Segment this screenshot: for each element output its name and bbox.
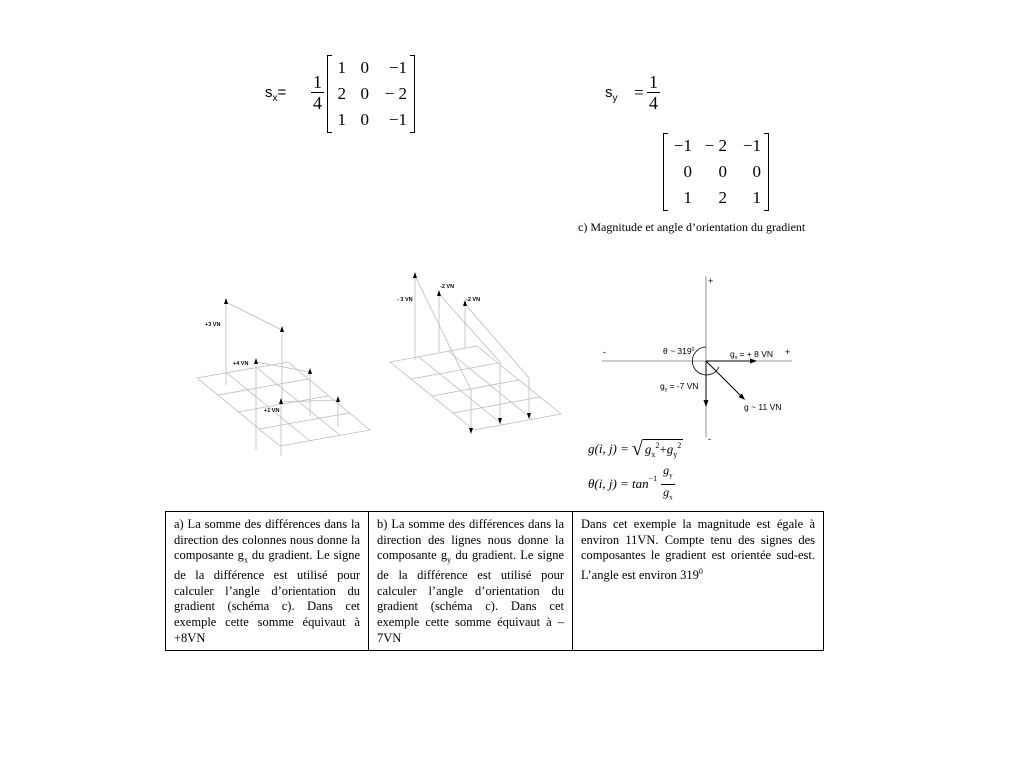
sx-subscript: x — [272, 93, 278, 104]
sy-cell: −1 — [742, 136, 761, 155]
sy-row-2 — [664, 159, 768, 185]
gx-term: g — [644, 440, 652, 456]
sy-frac-numerator: 1 — [649, 72, 658, 92]
angle-formula — [588, 463, 675, 502]
angle-sup: −1 — [648, 474, 658, 483]
diagram-c-arrowheads — [704, 359, 758, 408]
sx-cell: 0 — [360, 84, 369, 103]
sx-row-3 — [328, 107, 414, 133]
diagram-c-theta-label: θ ~ $319^0$ — [663, 346, 695, 356]
gy-term: g — [666, 440, 674, 456]
diagram-b-row-differences — [385, 270, 565, 450]
description-table — [165, 511, 824, 651]
diagram-c-minus-left: - — [603, 347, 606, 357]
sx-equals: = — [277, 84, 287, 101]
magnitude-formula — [588, 436, 683, 462]
sx-row-1 — [328, 55, 414, 81]
diagram-b-label-minus2vn-a: -2 VN — [440, 284, 455, 290]
sx-fraction — [311, 72, 324, 113]
sx-cell: 0 — [360, 58, 369, 77]
diagram-c-gy-label: $g_y = -7$ VN — [660, 381, 699, 393]
sy-cell: 0 — [752, 162, 761, 181]
diagram-a-stems — [226, 302, 338, 456]
cell-c-description: Dans cet exemple la magnitude est égale à environ 11VN. Compte tenu des signes des composantes le gradient est orientée sud-est. L’angle est environ $319^0$ — [573, 512, 824, 651]
magnitude-lhs: g(i, j) = — [588, 441, 629, 456]
sy-equals: = — [634, 83, 644, 102]
sx-cell: −1 — [388, 110, 407, 129]
sx-cell: 0 — [360, 110, 369, 129]
sy-cell: 2 — [718, 188, 727, 207]
sy-cell: 0 — [683, 162, 692, 181]
sy-cell: 1 — [683, 188, 692, 207]
sx-matrix — [327, 55, 415, 133]
diagram-b-grid — [390, 346, 561, 430]
sy-row-3 — [664, 185, 768, 211]
diagram-c-minus-bottom: - — [708, 434, 711, 444]
cell-a-description: a) La somme des différences dans la direction des colonnes nous donne la composante $g_x$ du gradient. Le signe de la différence est utilisé pour calculer l’angle d’orientation du gradient (schéma c). Dans cet exemple cette somme équivaut à +8VN — [166, 512, 369, 651]
sx-frac-denominator: 4 — [313, 93, 322, 113]
sy-cell: 0 — [718, 162, 727, 181]
gx-term-sup: 2 — [655, 440, 660, 450]
diagram-c-plus-top: + — [708, 276, 714, 286]
sx-cell: −1 — [388, 58, 407, 77]
sy-label — [605, 84, 618, 104]
angle-lhs: θ(i, j) = tan — [588, 476, 649, 491]
sqrt-icon: √ — [631, 438, 643, 460]
sx-cell: 2 — [337, 84, 346, 103]
sx-cell: 1 — [337, 110, 346, 129]
sy-subscript: y — [612, 93, 618, 104]
diagram-c-g-label: g ~ 11 VN — [744, 402, 782, 412]
diagram-a-label-3vn: +3 VN — [205, 322, 221, 328]
gy-term-sup: 2 — [677, 440, 682, 450]
caption-c: c) Magnitude et angle d’orientation du gradient — [578, 220, 806, 234]
plus-sign: + — [659, 440, 667, 456]
diagram-c-vectors — [706, 361, 753, 403]
sy-cell: − 2 — [704, 136, 727, 155]
angle-denominator: $g_x$ — [663, 484, 673, 501]
sy-matrix — [663, 133, 769, 211]
diagram-c-plus-right: + — [785, 347, 791, 357]
diagram-b-label-minus2vn-b: -2 VN — [466, 297, 481, 303]
sx-label — [265, 84, 286, 104]
sx-row-2 — [328, 81, 414, 107]
diagram-b-label-minus3vn: - 3 VN — [397, 297, 413, 303]
sx-frac-numerator: 1 — [313, 72, 322, 92]
table-row — [166, 512, 824, 651]
sx-symbol: s — [265, 84, 273, 101]
sy-symbol: s — [605, 84, 613, 101]
sx-cell: 1 — [337, 58, 346, 77]
sy-fraction — [647, 72, 660, 113]
diagram-c-gx-label: $g_x$ = + 8 VN — [730, 349, 774, 361]
sx-cell: − 2 — [384, 84, 407, 103]
sy-cell: −1 — [673, 136, 692, 155]
diagram-a-label-4vn: +4 VN — [233, 361, 249, 367]
angle-fraction — [661, 463, 675, 505]
magnitude-radicand — [643, 439, 683, 459]
diagram-a-grid — [197, 362, 370, 446]
diagram-a-column-differences — [190, 290, 370, 470]
sy-frac-denominator: 4 — [649, 93, 658, 113]
diagram-a-label-1vn: +1 VN — [264, 408, 280, 414]
angle-numerator: $g_y$ — [661, 463, 675, 484]
diagram-c-gradient-axes — [595, 272, 805, 447]
gy-term-sub: y — [673, 449, 678, 459]
sy-cell: 1 — [752, 188, 761, 207]
gx-term-sub: x — [651, 449, 656, 459]
cell-b-description: b) La somme des différences dans la direction des lignes nous donne la composante $g_y$ du gradient. Le signe de la différence est utilisé pour calculer l’angle d’orientation du gradient (schéma c). Dans cet exemple cette somme équivaut à –7VN — [369, 512, 573, 651]
sy-row-1 — [664, 133, 768, 159]
